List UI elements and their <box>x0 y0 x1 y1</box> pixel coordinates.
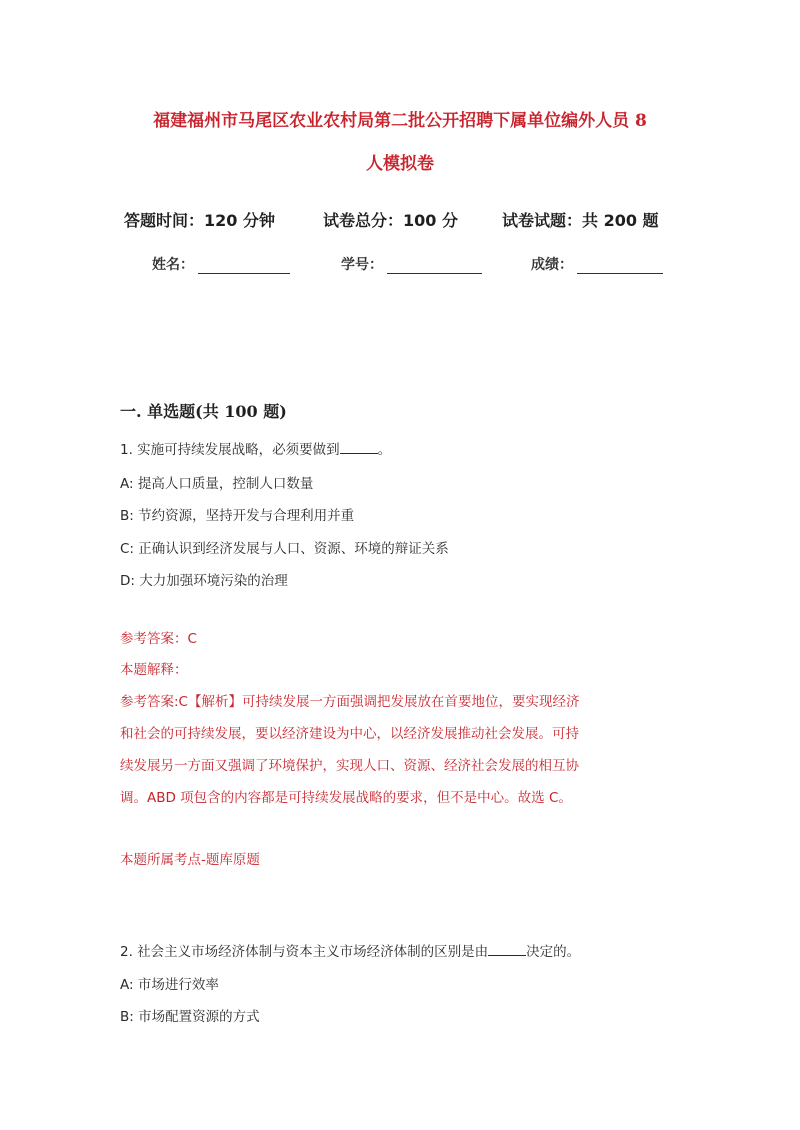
question-2-stem-end: 决定的。 <box>526 944 581 960</box>
question-1-option-b: B: 节约资源，坚持开发与合理利用并重 <box>120 508 355 524</box>
exam-total-score: 试卷总分：100 分 <box>323 211 458 230</box>
question-2-blank <box>488 943 526 956</box>
question-1-source: 本题所属考点-题库原题 <box>120 852 260 868</box>
score-blank[interactable] <box>577 259 663 274</box>
exam-time: 答题时间：120 分钟 <box>124 211 275 230</box>
question-1-explanation-line: 参考答案:C【解析】可持续发展一方面强调把发展放在首要地位，要实现经济 <box>120 694 580 710</box>
student-id-field <box>341 254 482 274</box>
section-heading: 一. 单选题(共 100 题) <box>120 402 287 421</box>
name-label: 姓名： <box>152 257 194 273</box>
question-1-explanation-label: 本题解释： <box>120 662 188 678</box>
student-id-label: 学号： <box>341 257 383 273</box>
question-1-answer: 参考答案：C <box>120 631 197 647</box>
exam-title-line2: 人模拟卷 <box>366 154 434 174</box>
question-2-stem <box>120 940 580 960</box>
question-1-option-d: D: 大力加强环境污染的治理 <box>120 573 288 589</box>
score-field <box>531 254 663 274</box>
name-blank[interactable] <box>198 259 290 274</box>
question-1-blank <box>340 441 378 454</box>
question-1-explanation-line: 续发展另一方面又强调了环境保护，实现人口、资源、经济社会发展的相互协 <box>120 758 579 774</box>
exam-question-count: 试卷试题：共 200 题 <box>502 211 659 230</box>
question-1-stem <box>120 438 391 458</box>
question-1-explanation-line: 和社会的可持续发展，要以经济建设为中心，以经济发展推动社会发展。可持 <box>120 726 579 742</box>
student-id-blank[interactable] <box>387 259 482 274</box>
question-1-stem-end: 。 <box>377 442 392 458</box>
question-1-option-c: C: 正确认识到经济发展与人口、资源、环境的辩证关系 <box>120 541 449 557</box>
question-2-stem-text: 2. 社会主义市场经济体制与资本主义市场经济体制的区别是由 <box>120 944 489 960</box>
question-2-option-a: A: 市场进行效率 <box>120 977 219 993</box>
name-field <box>152 254 290 274</box>
question-1-option-a: A: 提高人口质量，控制人口数量 <box>120 476 314 492</box>
score-label: 成绩： <box>531 257 573 273</box>
question-1-stem-text: 1. 实施可持续发展战略，必须要做到 <box>120 442 340 458</box>
question-1-explanation-line: 调。ABD 项包含的内容都是可持续发展战略的要求，但不是中心。故选 C。 <box>120 790 572 806</box>
exam-title-line1: 福建福州市马尾区农业农村局第二批公开招聘下属单位编外人员 8 <box>153 111 647 131</box>
question-2-option-b: B: 市场配置资源的方式 <box>120 1009 260 1025</box>
